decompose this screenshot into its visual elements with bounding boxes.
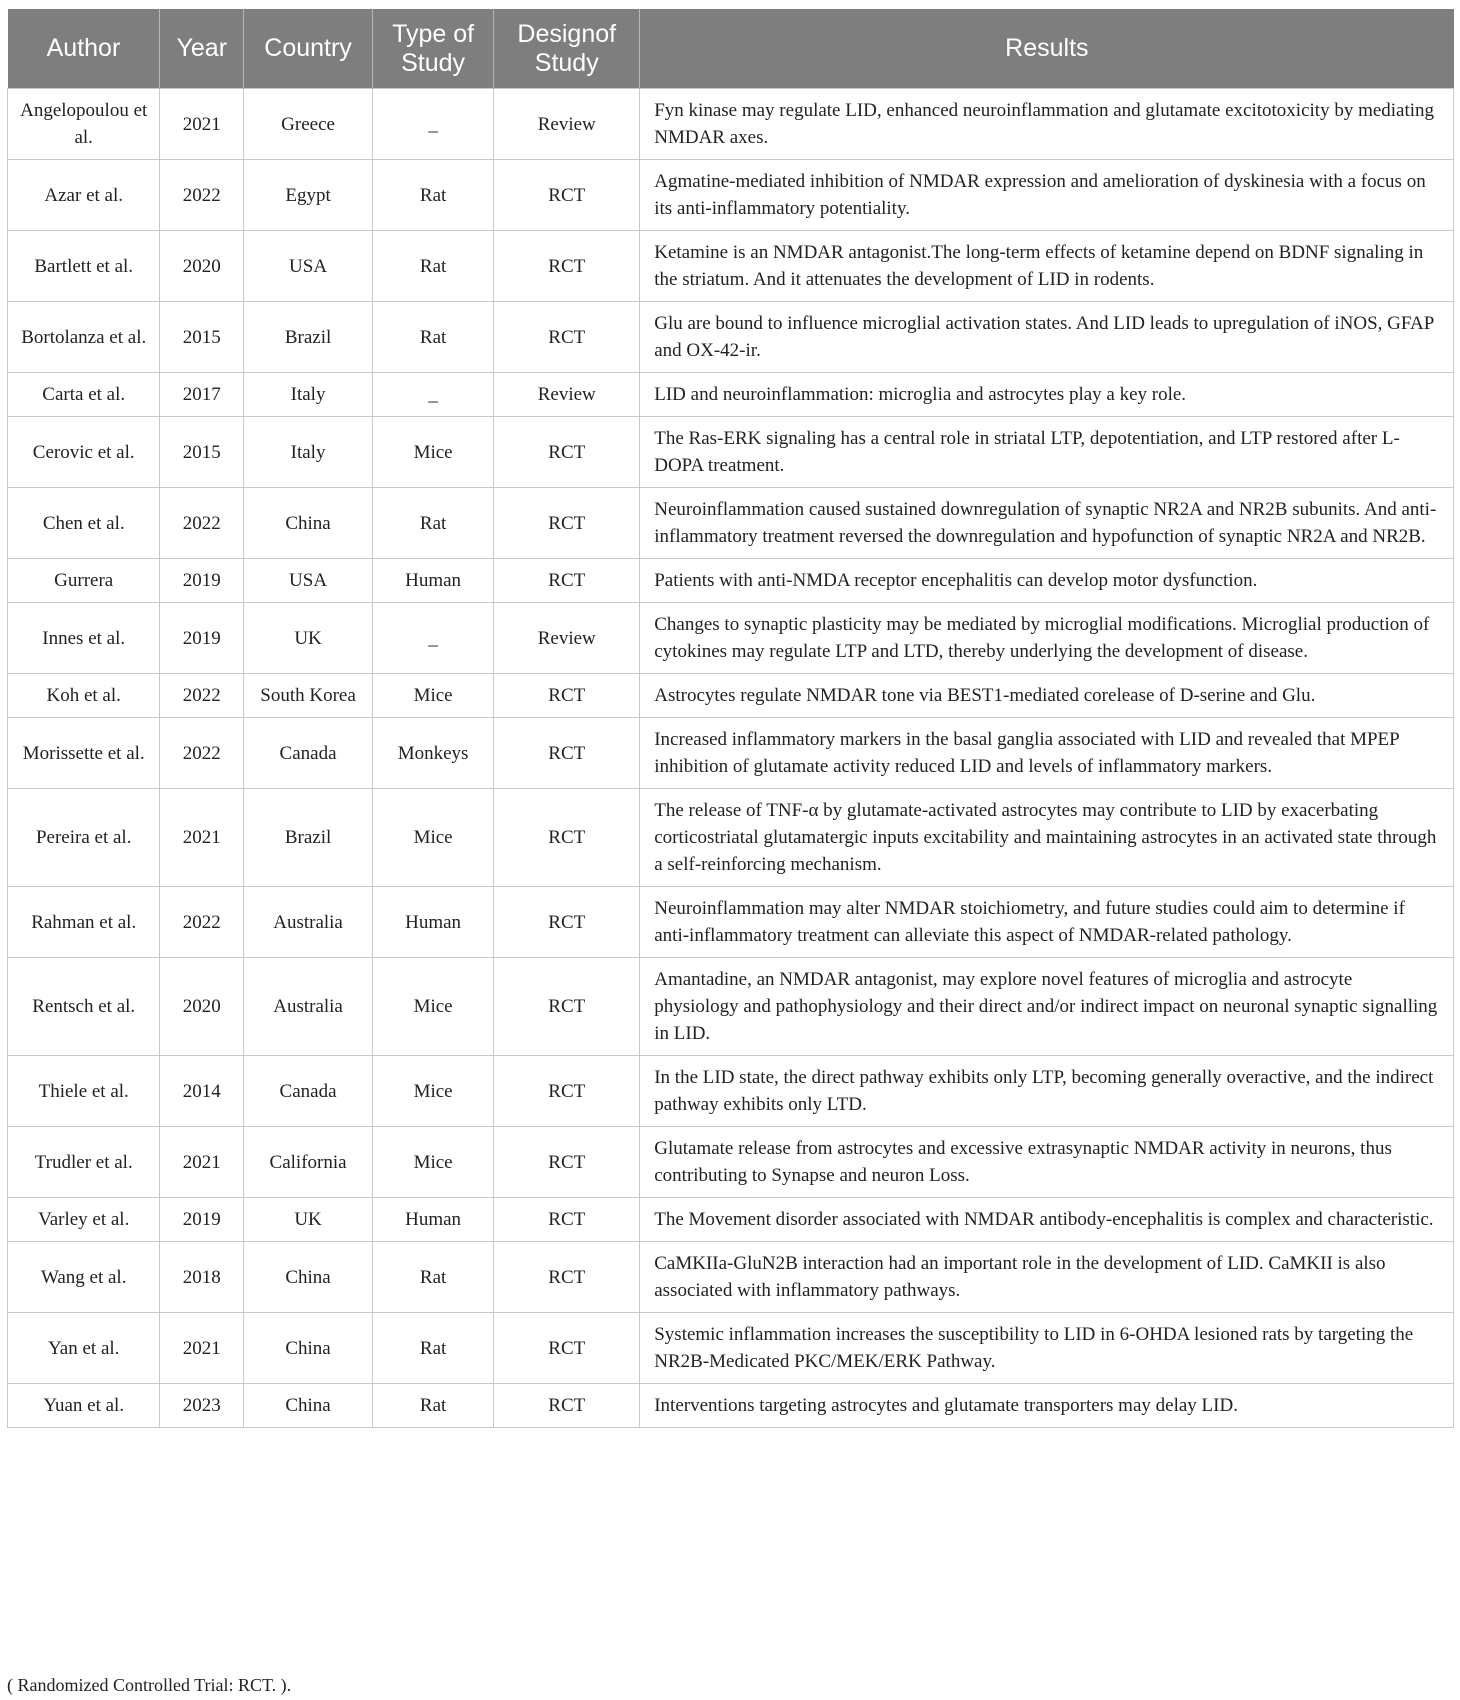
author-cell: Chen et al. [8, 488, 160, 559]
header-country: Country [244, 9, 373, 89]
header-results: Results [640, 9, 1454, 89]
results-cell: Astrocytes regulate NMDAR tone via BEST1-mediated corelease of D-serine and Glu. [640, 674, 1454, 718]
country-cell: China [244, 488, 373, 559]
table-row [8, 789, 1454, 887]
design-cell: RCT [494, 302, 640, 373]
country-cell: Brazil [244, 302, 373, 373]
design-cell: Review [494, 89, 640, 160]
year-cell: 2023 [160, 1384, 244, 1428]
author-cell: Wang et al. [8, 1242, 160, 1313]
country-cell: USA [244, 559, 373, 603]
design-cell: RCT [494, 559, 640, 603]
table-row [8, 1313, 1454, 1384]
table-row [8, 231, 1454, 302]
design-cell: RCT [494, 1056, 640, 1127]
results-cell: Amantadine, an NMDAR antagonist, may explore novel features of microglia and astrocyte physiology and pathophysiology and their direct and/or indirect impact on neuronal synaptic signalling in LID. [640, 958, 1454, 1056]
year-cell: 2019 [160, 1198, 244, 1242]
author-cell: Varley et al. [8, 1198, 160, 1242]
design-cell: Review [494, 373, 640, 417]
author-cell: Koh et al. [8, 674, 160, 718]
type-cell: Human [372, 559, 493, 603]
author-cell: Carta et al. [8, 373, 160, 417]
type-cell: Rat [372, 160, 493, 231]
author-cell: Pereira et al. [8, 789, 160, 887]
design-cell: RCT [494, 887, 640, 958]
year-cell: 2022 [160, 160, 244, 231]
table-row [8, 603, 1454, 674]
design-cell: RCT [494, 1127, 640, 1198]
country-cell: Greece [244, 89, 373, 160]
country-cell: Egypt [244, 160, 373, 231]
design-cell: RCT [494, 674, 640, 718]
year-cell: 2022 [160, 488, 244, 559]
results-cell: Changes to synaptic plasticity may be mediated by microglial modifications. Microglial production of cytokines may regulate LTP and LTD, thereby underlying the development of disease. [640, 603, 1454, 674]
design-cell: RCT [494, 1198, 640, 1242]
author-cell: Trudler et al. [8, 1127, 160, 1198]
design-cell: RCT [494, 789, 640, 887]
header-row [8, 9, 1454, 89]
table-row [8, 958, 1454, 1056]
results-cell: Fyn kinase may regulate LID, enhanced neuroinflammation and glutamate excitotoxicity by mediating NMDAR axes. [640, 89, 1454, 160]
year-cell: 2021 [160, 1127, 244, 1198]
table-row [8, 417, 1454, 488]
type-cell: Mice [372, 674, 493, 718]
author-cell: Angelopoulou et al. [8, 89, 160, 160]
table-row [8, 674, 1454, 718]
year-cell: 2021 [160, 89, 244, 160]
design-cell: RCT [494, 417, 640, 488]
country-cell: Brazil [244, 789, 373, 887]
results-cell: Ketamine is an NMDAR antagonist.The long-term effects of ketamine depend on BDNF signaling in the striatum. And it attenuates the development of LID in rodents. [640, 231, 1454, 302]
design-cell: RCT [494, 231, 640, 302]
year-cell: 2021 [160, 1313, 244, 1384]
country-cell: California [244, 1127, 373, 1198]
table-row [8, 1056, 1454, 1127]
country-cell: South Korea [244, 674, 373, 718]
author-cell: Gurrera [8, 559, 160, 603]
results-cell: LID and neuroinflammation: microglia and astrocytes play a key role. [640, 373, 1454, 417]
author-cell: Azar et al. [8, 160, 160, 231]
results-cell: Agmatine-mediated inhibition of NMDAR expression and amelioration of dyskinesia with a focus on its anti-inflammatory potentiality. [640, 160, 1454, 231]
results-cell: In the LID state, the direct pathway exhibits only LTP, becoming generally overactive, and the indirect pathway exhibits only LTD. [640, 1056, 1454, 1127]
year-cell: 2022 [160, 887, 244, 958]
header-author: Author [8, 9, 160, 89]
author-cell: Yuan et al. [8, 1384, 160, 1428]
year-cell: 2021 [160, 789, 244, 887]
type-cell: Human [372, 887, 493, 958]
author-cell: Rentsch et al. [8, 958, 160, 1056]
design-cell: RCT [494, 1384, 640, 1428]
results-cell: Interventions targeting astrocytes and glutamate transporters may delay LID. [640, 1384, 1454, 1428]
results-cell: Neuroinflammation may alter NMDAR stoichiometry, and future studies could aim to determine if anti-inflammatory treatment can alleviate this aspect of NMDAR-related pathology. [640, 887, 1454, 958]
type-cell: Rat [372, 231, 493, 302]
year-cell: 2022 [160, 674, 244, 718]
design-cell: RCT [494, 160, 640, 231]
type-cell: Rat [372, 302, 493, 373]
year-cell: 2014 [160, 1056, 244, 1127]
table-row [8, 302, 1454, 373]
country-cell: Australia [244, 887, 373, 958]
year-cell: 2015 [160, 302, 244, 373]
results-cell: Patients with anti-NMDA receptor encephalitis can develop motor dysfunction. [640, 559, 1454, 603]
results-cell: CaMKIIa-GluN2B interaction had an important role in the development of LID. CaMKII is also associated with inflammatory pathways. [640, 1242, 1454, 1313]
type-cell: Mice [372, 1056, 493, 1127]
country-cell: Italy [244, 373, 373, 417]
country-cell: Canada [244, 718, 373, 789]
table-row [8, 1242, 1454, 1313]
year-cell: 2020 [160, 231, 244, 302]
year-cell: 2015 [160, 417, 244, 488]
results-cell: Systemic inflammation increases the susceptibility to LID in 6-OHDA lesioned rats by targeting the NR2B-Medicated PKC/MEK/ERK Pathway. [640, 1313, 1454, 1384]
table-row [8, 887, 1454, 958]
header-type-of-study: Type of Study [372, 9, 493, 89]
type-cell: Mice [372, 1127, 493, 1198]
results-cell: Glu are bound to influence microglial activation states. And LID leads to upregulation of iNOS, GFAP and OX-42-ir. [640, 302, 1454, 373]
country-cell: Australia [244, 958, 373, 1056]
table-row [8, 488, 1454, 559]
table-row [8, 160, 1454, 231]
author-cell: Yan et al. [8, 1313, 160, 1384]
country-cell: China [244, 1384, 373, 1428]
header-design-of-study: Designof Study [494, 9, 640, 89]
design-cell: RCT [494, 718, 640, 789]
type-cell: _ [372, 89, 493, 160]
type-cell: Mice [372, 958, 493, 1056]
type-cell: Rat [372, 1384, 493, 1428]
year-cell: 2019 [160, 559, 244, 603]
author-cell: Bartlett et al. [8, 231, 160, 302]
country-cell: China [244, 1242, 373, 1313]
design-cell: Review [494, 603, 640, 674]
table-row [8, 1198, 1454, 1242]
header-year: Year [160, 9, 244, 89]
type-cell: Mice [372, 417, 493, 488]
author-cell: Cerovic et al. [8, 417, 160, 488]
type-cell: Monkeys [372, 718, 493, 789]
country-cell: UK [244, 1198, 373, 1242]
design-cell: RCT [494, 958, 640, 1056]
results-cell: Neuroinflammation caused sustained downregulation of synaptic NR2A and NR2B subunits. And anti-inflammatory treatment reversed the downregulation and hypofunction of synaptic NR2A and NR2B. [640, 488, 1454, 559]
studies-table [7, 9, 1454, 1428]
type-cell: Rat [372, 1242, 493, 1313]
author-cell: Bortolanza et al. [8, 302, 160, 373]
type-cell: Rat [372, 1313, 493, 1384]
country-cell: Italy [244, 417, 373, 488]
type-cell: Mice [372, 789, 493, 887]
year-cell: 2018 [160, 1242, 244, 1313]
results-cell: Increased inflammatory markers in the basal ganglia associated with LID and revealed that MPEP inhibition of glutamate activity reduced LID and levels of inflammatory markers. [640, 718, 1454, 789]
country-cell: UK [244, 603, 373, 674]
design-cell: RCT [494, 1242, 640, 1313]
table-row [8, 1384, 1454, 1428]
footnote: ( Randomized Controlled Trial: RCT. ). [7, 1675, 292, 1695]
table-row [8, 718, 1454, 789]
results-cell: The release of TNF-α by glutamate-activated astrocytes may contribute to LID by exacerbating corticostriatal glutamatergic inputs excitability and maintaining astrocytes in an activated state through a self-reinforcing mechanism. [640, 789, 1454, 887]
results-cell: Glutamate release from astrocytes and excessive extrasynaptic NMDAR activity in neurons, thus contributing to Synapse and neuron Loss. [640, 1127, 1454, 1198]
table-row [8, 89, 1454, 160]
results-cell: The Ras-ERK signaling has a central role in striatal LTP, depotentiation, and LTP restored after L-DOPA treatment. [640, 417, 1454, 488]
year-cell: 2020 [160, 958, 244, 1056]
country-cell: Canada [244, 1056, 373, 1127]
year-cell: 2022 [160, 718, 244, 789]
country-cell: USA [244, 231, 373, 302]
country-cell: China [244, 1313, 373, 1384]
table-row [8, 559, 1454, 603]
table-row [8, 373, 1454, 417]
author-cell: Innes et al. [8, 603, 160, 674]
table-body [8, 89, 1454, 1428]
type-cell: _ [372, 603, 493, 674]
year-cell: 2019 [160, 603, 244, 674]
table-container [7, 9, 1454, 1428]
author-cell: Rahman et al. [8, 887, 160, 958]
year-cell: 2017 [160, 373, 244, 417]
author-cell: Morissette et al. [8, 718, 160, 789]
table-row [8, 1127, 1454, 1198]
type-cell: _ [372, 373, 493, 417]
design-cell: RCT [494, 488, 640, 559]
results-cell: The Movement disorder associated with NMDAR antibody-encephalitis is complex and characteristic. [640, 1198, 1454, 1242]
design-cell: RCT [494, 1313, 640, 1384]
type-cell: Human [372, 1198, 493, 1242]
author-cell: Thiele et al. [8, 1056, 160, 1127]
type-cell: Rat [372, 488, 493, 559]
